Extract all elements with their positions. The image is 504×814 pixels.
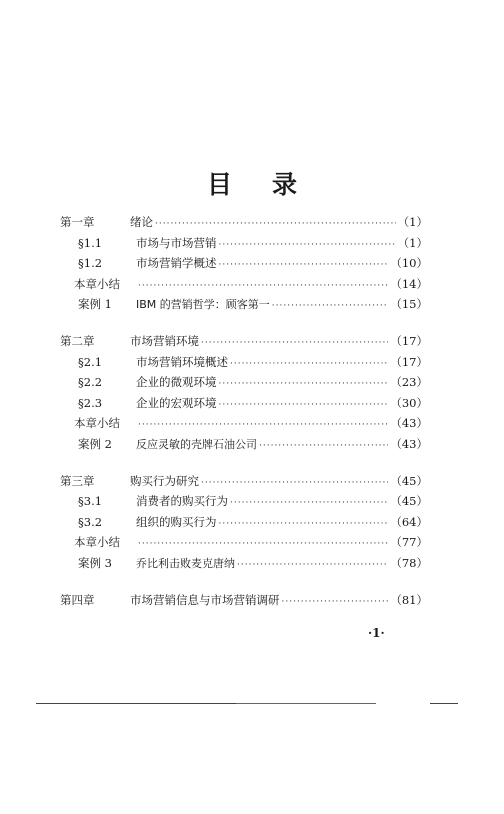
dot-leader xyxy=(201,478,388,488)
toc-entry-page: （45） xyxy=(390,473,428,488)
toc-entry-page: （23） xyxy=(390,375,428,390)
page-number: ·1· xyxy=(368,626,385,640)
toc-entry-title: 绪论 xyxy=(130,215,153,229)
toc-entry-number: §2.2 xyxy=(78,375,103,390)
toc-entry-number: 案例 2 xyxy=(78,436,112,451)
toc-entry-page: （43） xyxy=(390,416,428,431)
toc-entry-number: 第一章 xyxy=(60,215,95,229)
title-char-1: 目 xyxy=(206,169,232,199)
toc-entry-number: §2.3 xyxy=(78,395,103,410)
toc-chapter-group xyxy=(60,592,428,613)
toc-entry-chapter[interactable] xyxy=(60,214,428,235)
toc-entry-section[interactable] xyxy=(60,235,428,256)
toc-entry-title: 企业的微观环境 xyxy=(136,375,217,390)
toc-entry-title: 市场营销环境 xyxy=(130,333,199,348)
bottom-rule-left xyxy=(36,703,236,704)
toc-entry-number: 案例 1 xyxy=(78,297,112,312)
toc-entry-title: 购买行为研究 xyxy=(130,473,199,488)
toc-entry-title: 消费者的购买行为 xyxy=(136,494,228,509)
toc-entry-page: （81） xyxy=(390,592,428,607)
toc-chapter-group xyxy=(60,333,428,457)
dot-leader xyxy=(219,260,389,270)
toc-entry-page: （77） xyxy=(390,535,428,550)
toc-entry-title: 市场营销环境概述 xyxy=(136,354,228,369)
toc-entry-section[interactable] xyxy=(60,354,428,375)
toc-entry-number: 本章小结 xyxy=(74,416,120,431)
toc-entry-title: 反应灵敏的壳牌石油公司 xyxy=(136,437,257,451)
table-of-contents xyxy=(60,214,428,628)
toc-entry-section[interactable] xyxy=(60,395,428,416)
toc-entry-section[interactable] xyxy=(60,255,428,276)
bottom-rule-middle xyxy=(236,703,376,704)
toc-entry-number: 本章小结 xyxy=(74,276,120,291)
toc-entry-page: （1） xyxy=(397,215,428,229)
title-char-2: 录 xyxy=(272,169,298,199)
toc-entry-case[interactable] xyxy=(60,296,428,317)
toc-entry-page: （14） xyxy=(390,276,428,291)
toc-entry-number: 第二章 xyxy=(60,333,95,348)
toc-entry-number: §3.2 xyxy=(78,514,103,529)
toc-entry-page: （64） xyxy=(390,514,428,529)
dot-leader xyxy=(219,240,396,250)
toc-entry-summary[interactable] xyxy=(60,276,428,297)
toc-entry-chapter[interactable] xyxy=(60,473,428,494)
toc-entry-chapter[interactable] xyxy=(60,592,428,613)
toc-entry-page: （17） xyxy=(390,333,428,348)
toc-chapter-group xyxy=(60,214,428,317)
dot-leader xyxy=(219,379,389,389)
dot-leader xyxy=(155,219,396,229)
toc-entry-title: 市场营销学概述 xyxy=(136,256,217,271)
toc-entry-chapter[interactable] xyxy=(60,333,428,354)
dot-leader xyxy=(272,301,389,311)
toc-chapter-group xyxy=(60,473,428,576)
toc-entry-number: §1.1 xyxy=(78,235,103,250)
toc-entry-title: 市场营销信息与市场营销调研 xyxy=(130,592,280,607)
toc-entry-title: 乔比利击败麦克唐纳 xyxy=(136,556,235,570)
toc-entry-page: （1） xyxy=(397,235,428,250)
toc-entry-page: （45） xyxy=(390,494,428,509)
toc-entry-title: IBM 的营销哲学：顾客第一 xyxy=(136,298,270,312)
toc-entry-case[interactable] xyxy=(60,436,428,457)
dot-leader xyxy=(138,281,388,291)
dot-leader xyxy=(219,519,389,529)
dot-leader xyxy=(237,560,388,570)
dot-leader xyxy=(230,498,388,508)
dot-leader xyxy=(138,539,388,549)
toc-entry-page: （78） xyxy=(390,555,428,570)
toc-entry-number: 第三章 xyxy=(60,473,95,488)
toc-entry-case[interactable] xyxy=(60,555,428,576)
dot-leader xyxy=(138,420,388,430)
toc-entry-number: §1.2 xyxy=(78,256,103,271)
toc-entry-section[interactable] xyxy=(60,374,428,395)
toc-entry-page: （30） xyxy=(390,395,428,410)
dot-leader xyxy=(282,597,389,607)
toc-entry-section[interactable] xyxy=(60,514,428,535)
toc-entry-page: （17） xyxy=(390,354,428,369)
toc-entry-page: （15） xyxy=(390,297,428,312)
toc-entry-summary[interactable] xyxy=(60,415,428,436)
bottom-rule-right xyxy=(430,703,458,704)
toc-entry-title: 企业的宏观环境 xyxy=(136,395,217,410)
toc-entry-summary[interactable] xyxy=(60,534,428,555)
toc-entry-number: §2.1 xyxy=(78,354,103,369)
toc-entry-number: 本章小结 xyxy=(74,535,120,550)
toc-entry-page: （43） xyxy=(390,436,428,451)
dot-leader xyxy=(219,400,389,410)
page-title xyxy=(0,165,504,201)
dot-leader xyxy=(230,359,388,369)
dot-leader xyxy=(201,338,388,348)
toc-entry-title: 市场与市场营销 xyxy=(136,235,217,250)
toc-entry-section[interactable] xyxy=(60,493,428,514)
toc-entry-page: （10） xyxy=(390,256,428,271)
dot-leader xyxy=(259,441,388,451)
toc-entry-number: 第四章 xyxy=(60,592,95,607)
toc-entry-title: 组织的购买行为 xyxy=(136,514,217,529)
toc-entry-number: 案例 3 xyxy=(78,555,112,570)
toc-entry-number: §3.1 xyxy=(78,494,103,509)
